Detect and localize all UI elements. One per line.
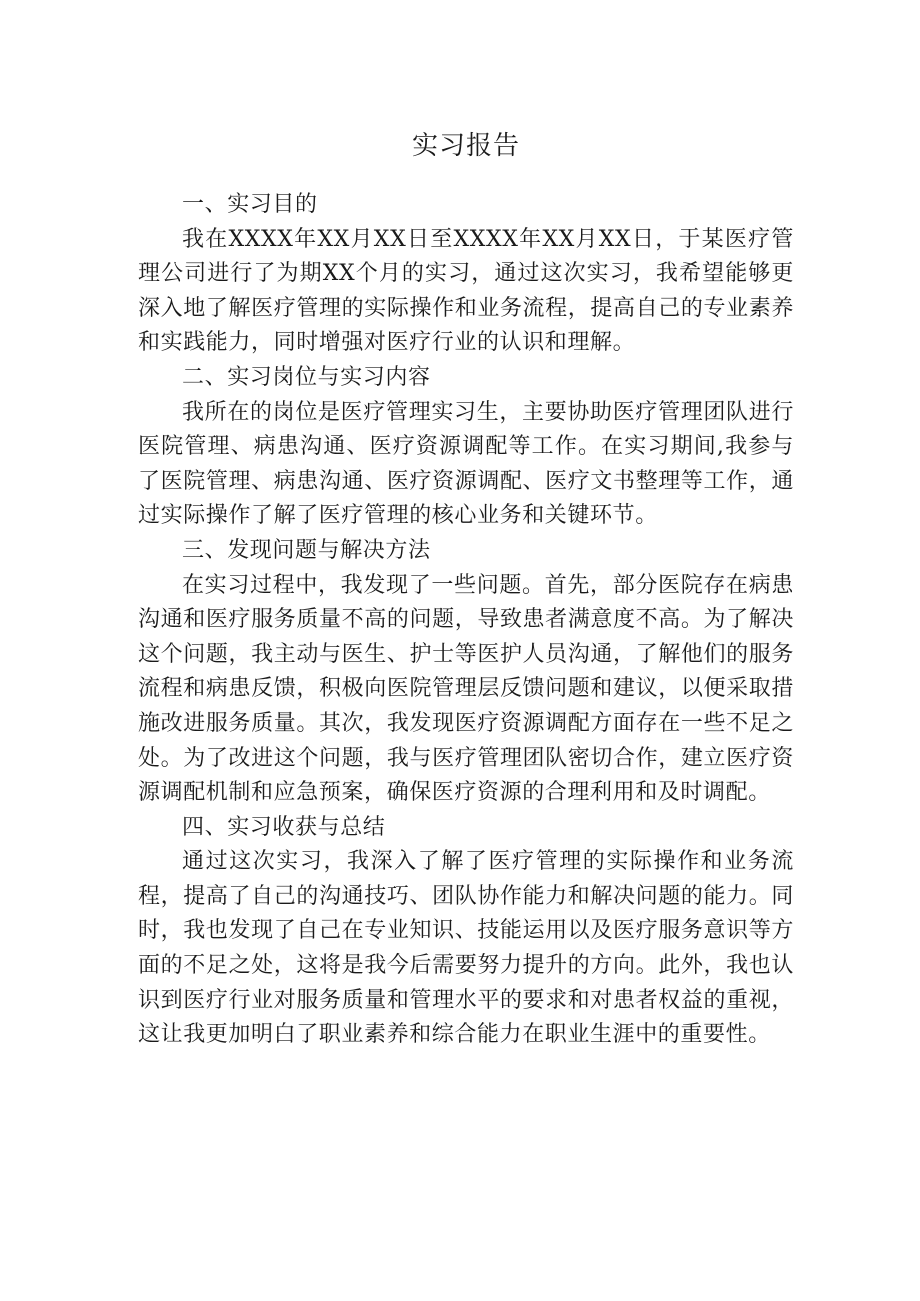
- section-heading: 二、实习岗位与实习内容: [182, 364, 431, 390]
- document-body: [138, 128, 794, 1053]
- section-paragraph: 我所在的岗位是医疗管理实习生，主要协助医疗管理团队进行医院管理、病患沟通、医疗资源调配等工作。在实习期间,我参与了医院管理、病患沟通、医疗资源调配、医疗文书整理等工作，通过实际操作了解了医疗管理的核心业务和关键环节。: [138, 399, 794, 529]
- document-title: 实习报告: [411, 131, 520, 161]
- section-paragraph: 我在XXXX年XX月XX日至XXXX年XX月XX日，于某医疗管理公司进行了为期XX个月的实习，通过这次实习，我希望能够更深入地了解医疗管理的实际操作和业务流程，提高自己的专业素养和实践能力，同时增强对医疗行业的认识和理解。: [138, 226, 794, 356]
- section-paragraph: 在实习过程中，我发现了一些问题。首先，部分医院存在病患沟通和医疗服务质量不高的问题，导致患者满意度不高。为了解决这个问题，我主动与医生、护士等医护人员沟通，了解他们的服务流程和病患反馈，积极向医院管理层反馈问题和建议，以便采取措施改进服务质量。其次，我发现医疗资源调配方面存在一些不足之处。为了改进这个问题，我与医疗管理团队密切合作，建立医疗资源调配机制和应急预案，确保医疗资源的合理利用和及时调配。: [138, 572, 794, 806]
- section-purpose: [138, 188, 794, 361]
- section-paragraph: 通过这次实习，我深入了解了医疗管理的实际操作和业务流程，提高了自己的沟通技巧、团队协作能力和解决问题的能力。同时，我也发现了自己在专业知识、技能运用以及医疗服务意识等方面的不足之处，这将是我今后需要努力提升的方向。此外，我也认识到医疗行业对服务质量和管理水平的要求和对患者权益的重视，这让我更加明白了职业素养和综合能力在职业生涯中的重要性。: [138, 849, 794, 1048]
- section-gains-summary: [138, 811, 794, 1053]
- section-position-content: [138, 361, 794, 534]
- section-heading: 四、实习收获与总结: [182, 814, 386, 840]
- section-heading: 三、发现问题与解决方法: [182, 537, 431, 563]
- section-heading: 一、实习目的: [182, 192, 318, 217]
- section-problems-solutions: [138, 534, 794, 811]
